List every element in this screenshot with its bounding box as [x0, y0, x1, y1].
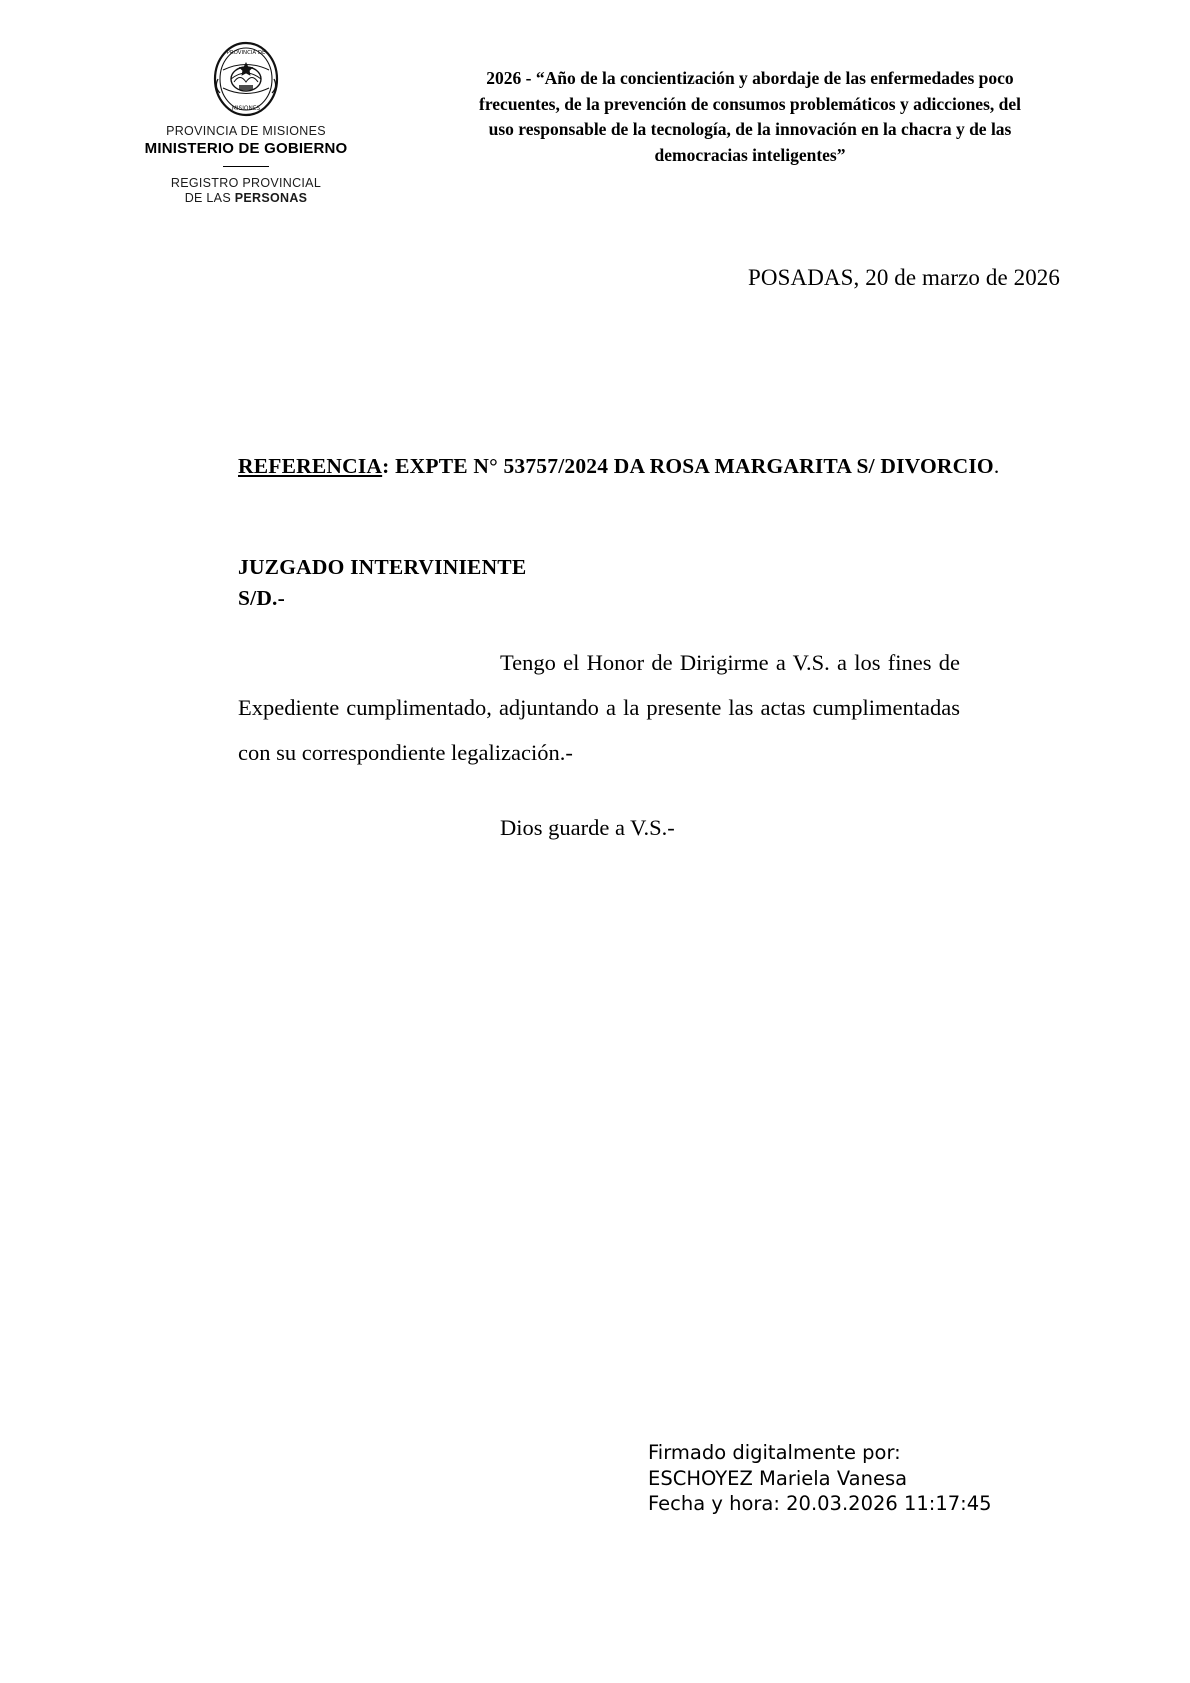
signature-line-2: ESCHOYEZ Mariela Vanesa — [648, 1466, 908, 1490]
reference-line — [238, 452, 1038, 480]
digital-signature-stamp — [648, 1440, 1118, 1517]
place-and-date: POSADAS, 20 de marzo de 2026 — [748, 265, 1060, 290]
svg-text:MISIONES: MISIONES — [231, 106, 261, 112]
svg-text:PROVINCIA DE: PROVINCIA DE — [226, 50, 266, 56]
paragraph-text: Tengo el Honor de Dirigirme a V.S. a los fines de Expediente cumplimentado, adjuntando a la presente las actas cumplimentadas con su correspondiente legalización.- — [238, 650, 960, 765]
letterhead-registry-suffix: PERSONAS — [234, 191, 308, 205]
letterhead-divider — [223, 166, 269, 167]
reference-label: REFERENCIA — [238, 454, 383, 478]
body-paragraph — [238, 640, 960, 775]
letterhead-ministry: MINISTERIO DE GOBIERNO — [144, 140, 348, 157]
signature-line-3: Fecha y hora: 20.03.2026 11:17:45 — [648, 1492, 992, 1516]
letterhead-registry-line2 — [96, 191, 396, 205]
addressee-block — [238, 552, 938, 614]
provincial-coat-of-arms-icon — [210, 40, 282, 118]
document-header — [0, 40, 1190, 240]
reference-body: : EXPTE N° 53757/2024 DA ROSA MARGARITA S/ DIVORCIO — [382, 454, 994, 478]
year-slogan: 2026 - “Año de la concientización y abordaje de las enfermedades poco frecuentes, de la prevención de consumos problemáticos y adicciones, del uso responsable de la tecnología, de la innovación en la chacra y de las democracias inteligentes” — [479, 68, 1021, 166]
reference-period: . — [993, 454, 1000, 478]
closing-line: Dios guarde a V.S.- — [500, 815, 675, 840]
letterhead-province: PROVINCIA DE MISIONES — [166, 124, 326, 138]
signature-line-1: Firmado digitalmente por: — [648, 1441, 901, 1464]
letterhead — [96, 40, 396, 205]
letterhead-registry-line1: REGISTRO PROVINCIAL — [170, 176, 322, 190]
addressee-sd: S/D.- — [238, 586, 285, 611]
addressee-court: JUZGADO INTERVINIENTE — [238, 555, 527, 579]
letterhead-registry-prefix: DE LAS — [184, 191, 235, 205]
